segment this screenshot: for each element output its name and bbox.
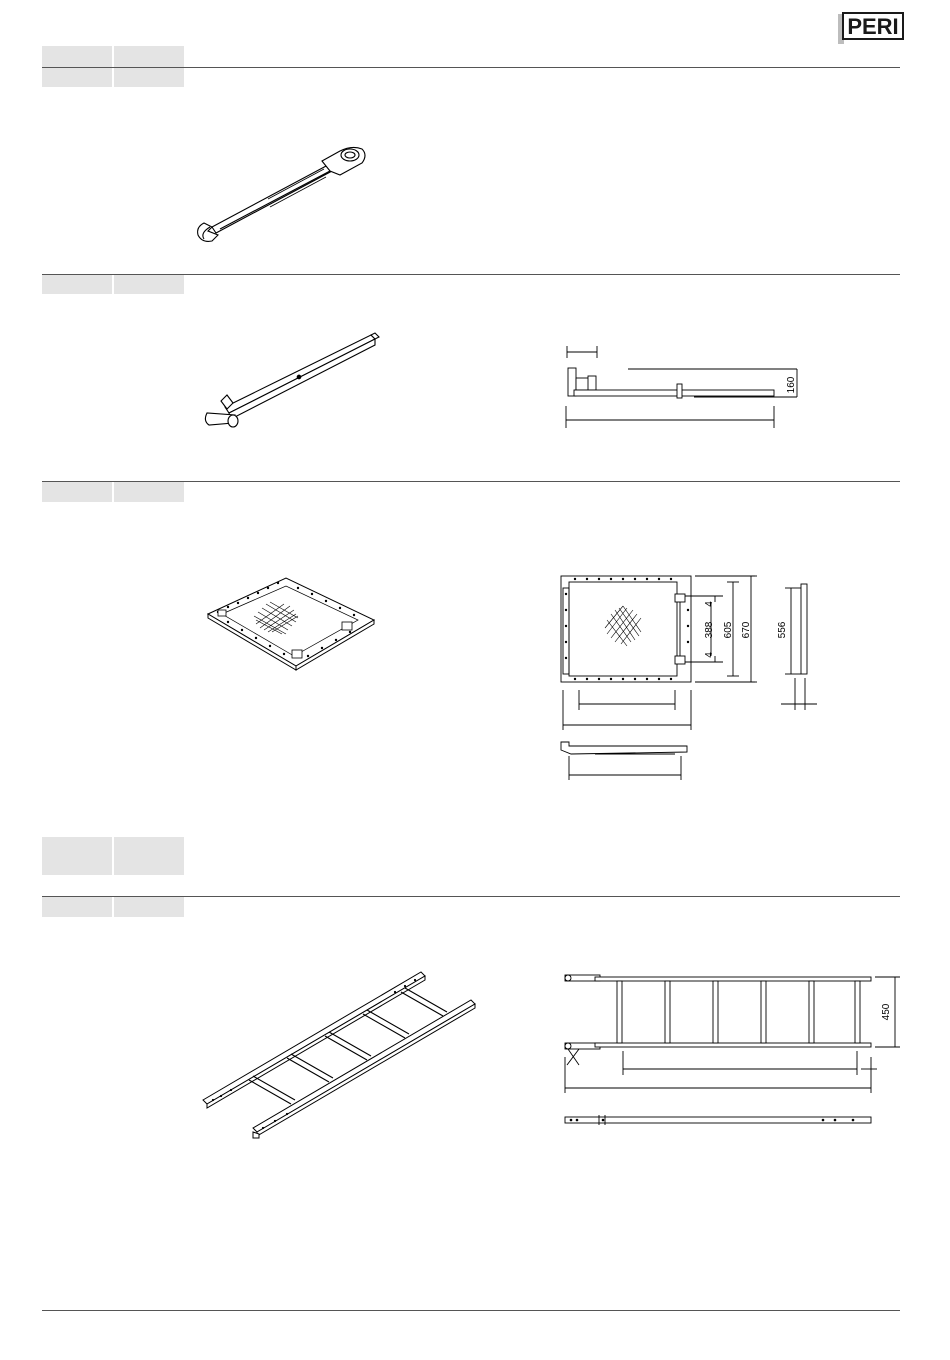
dim-panel-mid: 605 [723,621,734,639]
dim-panel-gap-bottom: 4 [704,652,715,658]
section-5-code-cell [42,897,112,917]
section-5-ref-cell [114,897,184,917]
section-3-code-cell [42,482,112,502]
section-1-rule [42,67,900,68]
dim-tool-height: 160 [786,376,797,394]
dim-panel-side: 556 [777,621,788,639]
hatch-panel-plan-view [555,570,825,790]
lever-tool-drawing [195,325,385,435]
hatch-panel-drawing [198,572,388,677]
footer-rule [42,1310,900,1311]
section-2-rule [42,274,900,275]
section-3-rule [42,481,900,482]
section-2-ref-cell [114,275,184,294]
section-3-ref-cell [114,482,184,502]
dim-panel-inner: 388 [704,621,715,639]
section-4-ref-cell [114,837,184,875]
ladder-plan-view [555,965,900,1135]
lever-tool-dimension-view [560,340,810,435]
section-4-code-cell [42,837,112,875]
dim-ladder-width: 450 [881,1003,892,1021]
dim-panel-outer: 670 [741,621,752,639]
section-5-rule [42,896,900,897]
ladder-drawing [195,968,480,1143]
section-2-code-cell [42,275,112,294]
wrench-drawing [190,135,380,250]
dim-panel-gap-top: 4 [704,601,715,607]
peri-logo [836,12,904,46]
logo-text: PERI [847,14,899,39]
